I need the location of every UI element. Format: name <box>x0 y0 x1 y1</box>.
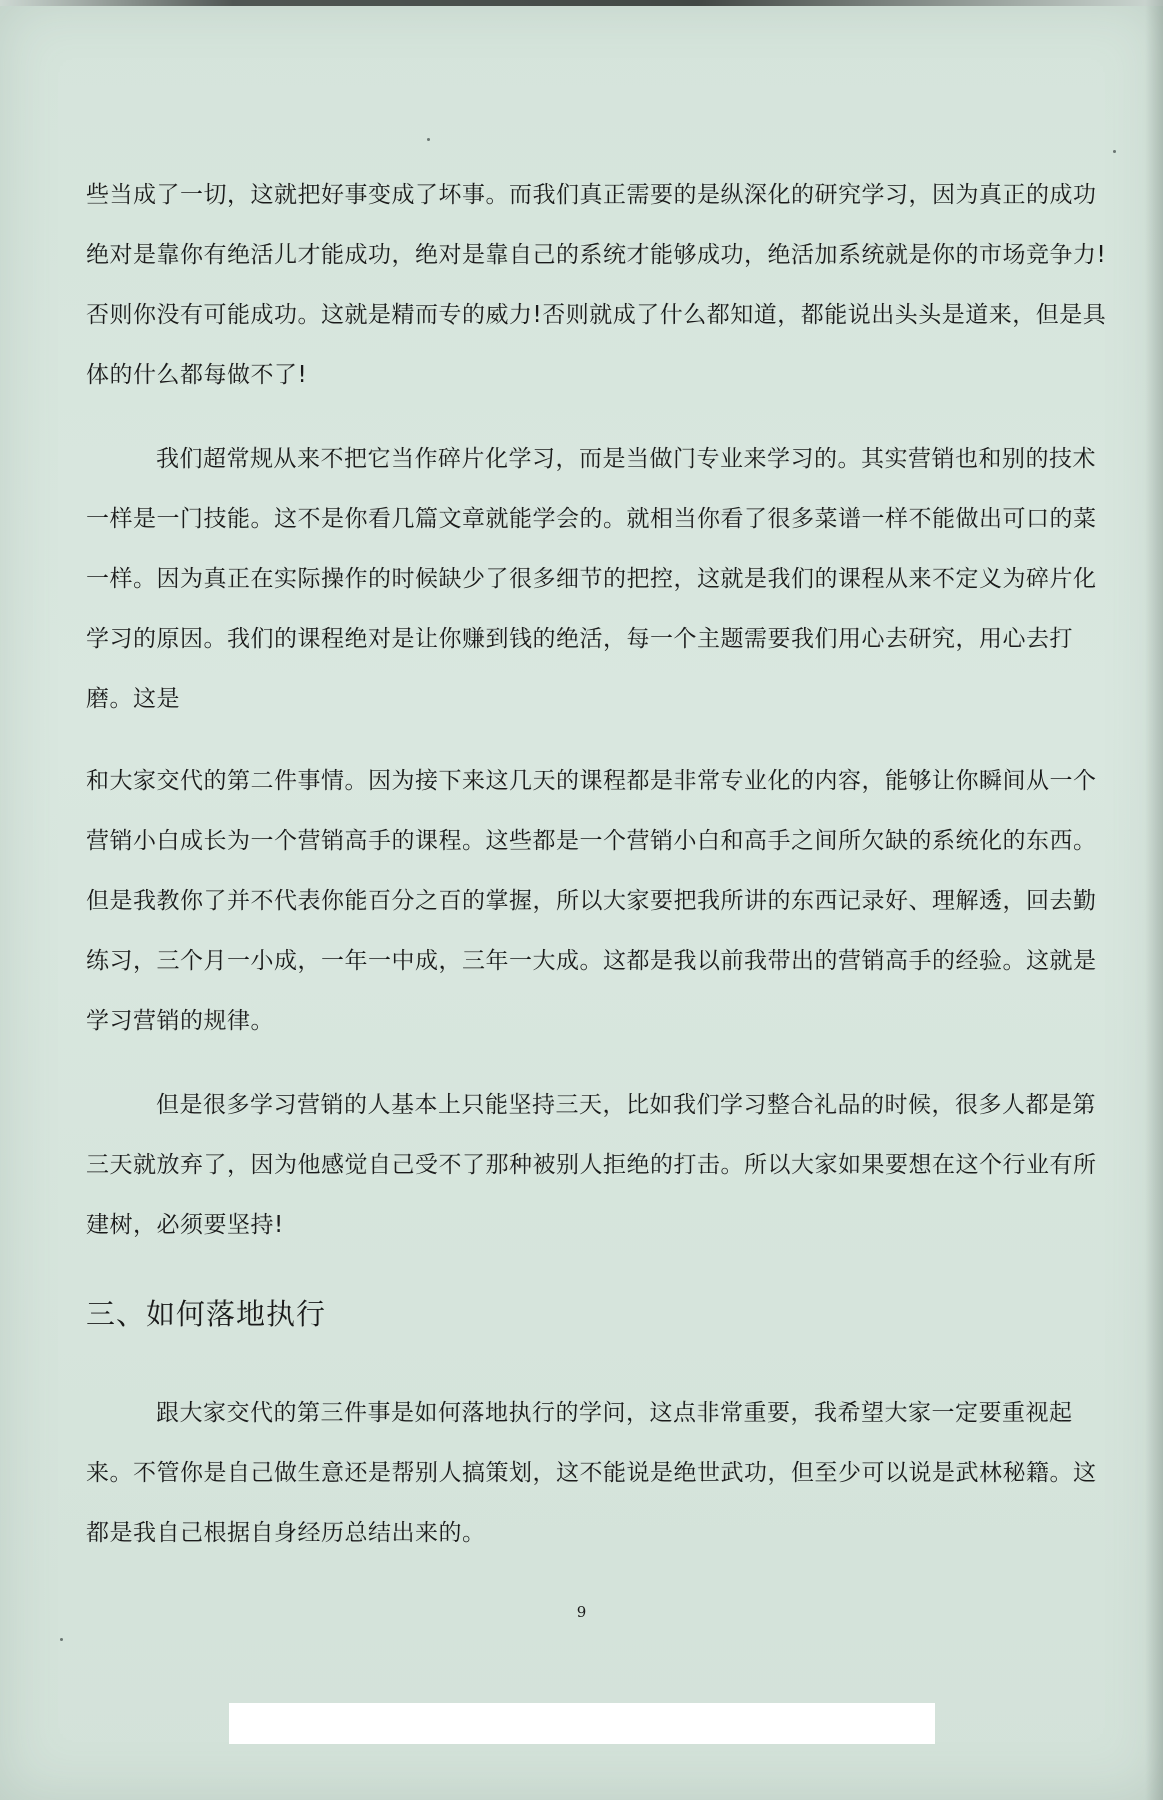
text-line: 但是很多学习营销的人基本上只能坚持三天，比如我们学习整合礼品的时候，很多人都是第 <box>156 1092 1096 1118</box>
text-line: 些当成了一切，这就把好事变成了坏事。而我们真正需要的是纵深化的研究学习，因为真正的成功 <box>86 182 1097 208</box>
text-line: 建树，必须要坚持! <box>86 1212 284 1238</box>
page-number: 9 <box>576 1603 587 1621</box>
scan-speck <box>1113 150 1116 153</box>
text-line: 但是我教你了并不代表你能百分之百的掌握，所以大家要把我所讲的东西记录好、理解透，回去勤 <box>86 888 1097 914</box>
paragraph-3 <box>86 751 1116 1051</box>
text-line: 三天就放弃了，因为他感觉自己受不了那种被别人拒绝的打击。所以大家如果要想在这个行业有所 <box>86 1152 1097 1178</box>
text-line: 我们超常规从来不把它当作碎片化学习，而是当做门专业来学习的。其实营销也和别的技术 <box>156 446 1096 472</box>
scan-right-edge <box>1145 0 1163 1800</box>
text-line: 练习，三个月一小成，一年一中成，三年一大成。这都是我以前我带出的营销高手的经验。这就是 <box>86 948 1097 974</box>
text-line: 否则你没有可能成功。这就是精而专的威力!否则就成了什么都知道，都能说出头头是道来，但是具 <box>86 302 1107 328</box>
text-line: 都是我自己根据自身经历总结出来的。 <box>86 1520 486 1546</box>
text-line: 一样是一门技能。这不是你看几篇文章就能学会的。就相当你看了很多菜谱一样不能做出可口的菜 <box>86 506 1097 532</box>
text-line: 体的什么都每做不了! <box>86 362 308 388</box>
paragraph-1 <box>86 165 1116 405</box>
scan-speck <box>60 1638 63 1641</box>
text-line: 来。不管你是自己做生意还是帮别人搞策划，这不能说是绝世武功，但至少可以说是武林秘籍。这 <box>86 1460 1097 1486</box>
scan-top-edge <box>0 0 1163 6</box>
paragraph-2 <box>86 429 1116 729</box>
section-heading: 三、如何落地执行 <box>86 1297 327 1331</box>
paragraph-4 <box>86 1075 1116 1255</box>
text-line: 一样。因为真正在实际操作的时候缺少了很多细节的把控，这就是我们的课程从来不定义为碎片化 <box>86 566 1097 592</box>
text-line: 营销小白成长为一个营销高手的课程。这些都是一个营销小白和高手之间所欠缺的系统化的东西。 <box>86 828 1097 854</box>
text-line: 学习的原因。我们的课程绝对是让你赚到钱的绝活，每一个主题需要我们用心去研究，用心去打 <box>86 626 1073 652</box>
text-line: 磨。这是 <box>86 686 180 712</box>
scan-speck <box>427 138 430 141</box>
text-line: 绝对是靠你有绝活儿才能成功，绝对是靠自己的系统才能够成功，绝活加系统就是你的市场竞争力! <box>86 242 1107 268</box>
text-line: 跟大家交代的第三件事是如何落地执行的学问，这点非常重要，我希望大家一定要重视起 <box>156 1400 1073 1426</box>
text-line: 学习营销的规律。 <box>86 1008 274 1034</box>
redaction-bar <box>229 1703 935 1744</box>
text-line: 和大家交代的第二件事情。因为接下来这几天的课程都是非常专业化的内容，能够让你瞬间从一个 <box>86 768 1097 794</box>
paragraph-5 <box>86 1383 1116 1563</box>
